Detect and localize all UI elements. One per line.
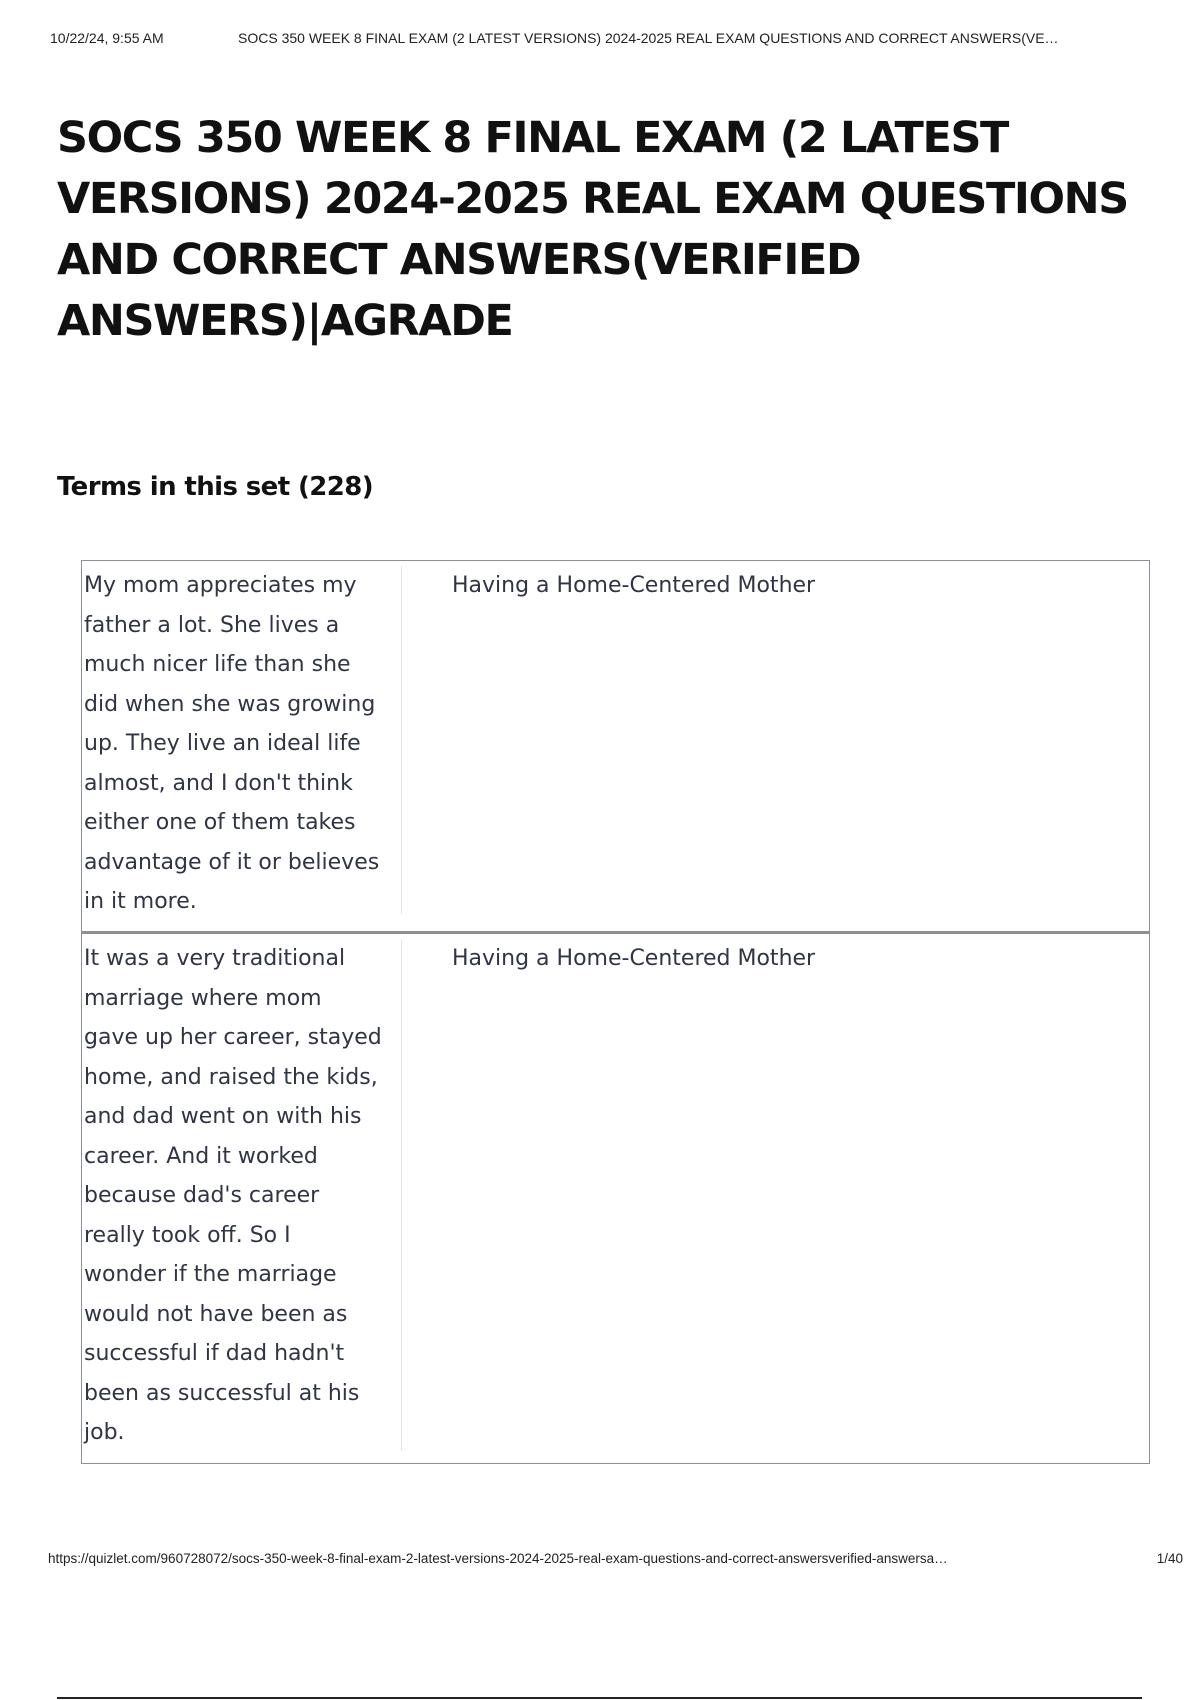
flashcard-term [82, 566, 402, 914]
term-line: advantage of it or believes [84, 849, 380, 875]
term-line: It was a very traditional [84, 946, 346, 971]
term-line: successful if dad hadn't [84, 1341, 345, 1366]
term-line: marriage where mom [84, 985, 322, 1011]
print-header [50, 30, 1180, 50]
print-footer [48, 1551, 1183, 1569]
term-line: almost, and I don't think [84, 770, 353, 796]
term-line: job. [84, 1420, 125, 1445]
page-bottom-divider [57, 1697, 1142, 1699]
term-line: would not have been as [84, 1301, 348, 1327]
document-title: SOCS 350 WEEK 8 FINAL EXAM (2 LATEST VERSIONS) 2024-2025 REAL EXAM QUESTIONS AND CORRECT ANSWERS(VERIFIED ANSWERS)|AGRADE [57, 113, 1128, 346]
term-line: really took off. So I [84, 1222, 291, 1248]
flashcard-definition: Having a Home-Centered Mother [452, 946, 816, 971]
term-line: did when she was growing [84, 691, 376, 717]
flashcard-term [82, 939, 402, 1451]
flashcard-row [81, 931, 1150, 1464]
print-source-url: https://quizlet.com/960728072/socs-350-week-8-final-exam-2-latest-versions-2024-2025-real-exam-questions-and-correct-answersverified-answersa… [48, 1551, 948, 1566]
flashcard-definition: Having a Home-Centered Mother [452, 573, 816, 598]
term-line: either one of them takes [84, 810, 356, 835]
term-line: career. And it worked [84, 1143, 318, 1169]
term-line: My mom appreciates my [84, 573, 357, 598]
terms-count-heading: Terms in this set (228) [57, 472, 374, 502]
term-line: up. They live an ideal life [84, 731, 361, 756]
term-line: because dad's career [84, 1183, 320, 1208]
print-datetime: 10/22/24, 9:55 AM [50, 30, 164, 46]
term-line: gave up her career, stayed [84, 1025, 382, 1050]
print-page-title: SOCS 350 WEEK 8 FINAL EXAM (2 LATEST VERSIONS) 2024-2025 REAL EXAM QUESTIONS AND CORRECT ANSWERS(VE… [238, 30, 1059, 46]
term-line: father a lot. She lives a [84, 612, 340, 638]
term-line: been as successful at his [84, 1380, 360, 1406]
page-indicator: 1/40 [1156, 1551, 1183, 1566]
term-line: much nicer life than she [84, 652, 351, 677]
term-line: in it more. [84, 889, 197, 914]
term-line: and dad went on with his [84, 1104, 362, 1129]
flashcard-row [81, 560, 1150, 933]
term-line: wonder if the marriage [84, 1262, 337, 1287]
term-line: home, and raised the kids, [84, 1064, 378, 1090]
